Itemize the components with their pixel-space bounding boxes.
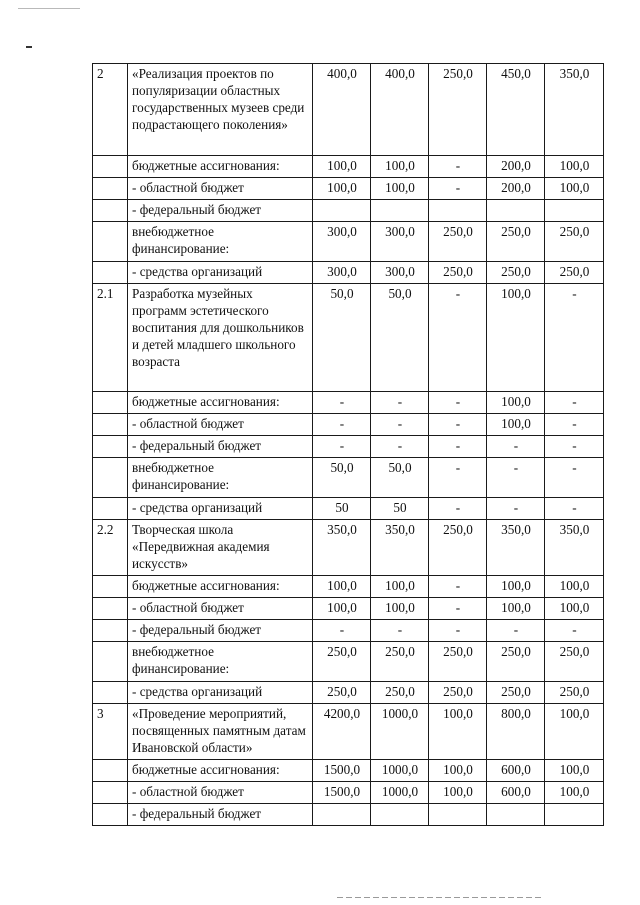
row-label: - федеральный бюджет [128, 620, 313, 642]
row-number [93, 178, 128, 200]
value-cell-3: 250,0 [429, 682, 487, 704]
row-label: - областной бюджет [128, 598, 313, 620]
value-cell-1: 50,0 [313, 284, 371, 392]
row-label: бюджетные ассигнования: [128, 760, 313, 782]
row-number [93, 200, 128, 222]
scan-artifact-left [26, 46, 32, 48]
value-cell-1: 100,0 [313, 156, 371, 178]
value-cell-1: - [313, 436, 371, 458]
value-cell-2: 100,0 [371, 598, 429, 620]
row-label: - федеральный бюджет [128, 200, 313, 222]
value-cell-4: 250,0 [487, 682, 545, 704]
value-cell-2 [371, 200, 429, 222]
table-row [93, 156, 604, 178]
row-label: - областной бюджет [128, 782, 313, 804]
value-cell-4: 450,0 [487, 64, 545, 156]
value-cell-1 [313, 200, 371, 222]
value-cell-4: 250,0 [487, 222, 545, 262]
row-number [93, 262, 128, 284]
value-cell-2: 50,0 [371, 284, 429, 392]
row-label: бюджетные ассигнования: [128, 392, 313, 414]
value-cell-5: 100,0 [545, 156, 604, 178]
value-cell-5: 250,0 [545, 222, 604, 262]
value-cell-2: - [371, 414, 429, 436]
value-cell-2: 1000,0 [371, 782, 429, 804]
value-cell-2: 250,0 [371, 642, 429, 682]
value-cell-1: 4200,0 [313, 704, 371, 760]
value-cell-3: - [429, 284, 487, 392]
value-cell-3: 250,0 [429, 262, 487, 284]
value-cell-4: - [487, 620, 545, 642]
row-number: 2.1 [93, 284, 128, 392]
row-number [93, 156, 128, 178]
value-cell-5 [545, 200, 604, 222]
table-row [93, 682, 604, 704]
row-label: - областной бюджет [128, 414, 313, 436]
value-cell-5: - [545, 414, 604, 436]
value-cell-1 [313, 804, 371, 826]
row-number: 3 [93, 704, 128, 760]
value-cell-2: 50 [371, 498, 429, 520]
row-number [93, 576, 128, 598]
value-cell-1: - [313, 620, 371, 642]
value-cell-2: 300,0 [371, 222, 429, 262]
value-cell-1: 1500,0 [313, 760, 371, 782]
value-cell-1: 100,0 [313, 576, 371, 598]
value-cell-1: - [313, 392, 371, 414]
value-cell-4 [487, 200, 545, 222]
value-cell-3: 100,0 [429, 782, 487, 804]
value-cell-1: 50 [313, 498, 371, 520]
row-number: 2.2 [93, 520, 128, 576]
table-row [93, 620, 604, 642]
value-cell-5: 100,0 [545, 782, 604, 804]
value-cell-4: - [487, 458, 545, 498]
value-cell-5: - [545, 436, 604, 458]
value-cell-5: 350,0 [545, 64, 604, 156]
row-number [93, 458, 128, 498]
value-cell-3: 100,0 [429, 760, 487, 782]
table-row [93, 392, 604, 414]
value-cell-3: - [429, 498, 487, 520]
value-cell-1: 300,0 [313, 222, 371, 262]
table-row [93, 782, 604, 804]
value-cell-5: 250,0 [545, 642, 604, 682]
row-label: - средства организаций [128, 682, 313, 704]
value-cell-5: 100,0 [545, 576, 604, 598]
value-cell-1: 1500,0 [313, 782, 371, 804]
table-row [93, 458, 604, 498]
row-label: внебюджетное финансирование: [128, 458, 313, 498]
value-cell-2: 250,0 [371, 682, 429, 704]
table-row [93, 520, 604, 576]
value-cell-3: 250,0 [429, 520, 487, 576]
row-label: внебюджетное финансирование: [128, 222, 313, 262]
value-cell-4: 100,0 [487, 598, 545, 620]
value-cell-3: - [429, 620, 487, 642]
value-cell-1: 50,0 [313, 458, 371, 498]
row-number: 2 [93, 64, 128, 156]
value-cell-3: 100,0 [429, 704, 487, 760]
row-label: внебюджетное финансирование: [128, 642, 313, 682]
table-row [93, 436, 604, 458]
value-cell-2: 50,0 [371, 458, 429, 498]
table-row [93, 414, 604, 436]
row-label: «Реализация проектов по популяризации областных государственных музеев среди подрастающего поколения» [128, 64, 313, 156]
value-cell-2 [371, 804, 429, 826]
row-number [93, 760, 128, 782]
value-cell-4: 100,0 [487, 576, 545, 598]
value-cell-3: 250,0 [429, 222, 487, 262]
table-row [93, 64, 604, 156]
value-cell-1: 250,0 [313, 642, 371, 682]
value-cell-2: 100,0 [371, 178, 429, 200]
value-cell-2: 100,0 [371, 576, 429, 598]
value-cell-2: - [371, 436, 429, 458]
value-cell-3: - [429, 598, 487, 620]
row-number [93, 642, 128, 682]
value-cell-3: - [429, 178, 487, 200]
table-row [93, 804, 604, 826]
value-cell-3 [429, 200, 487, 222]
value-cell-2: 1000,0 [371, 704, 429, 760]
table-row [93, 284, 604, 392]
value-cell-5: 100,0 [545, 598, 604, 620]
row-number [93, 782, 128, 804]
value-cell-4: 600,0 [487, 760, 545, 782]
row-label: Творческая школа «Передвижная академия искусств» [128, 520, 313, 576]
row-label: бюджетные ассигнования: [128, 576, 313, 598]
row-label: - средства организаций [128, 498, 313, 520]
value-cell-3: - [429, 436, 487, 458]
value-cell-5: 250,0 [545, 682, 604, 704]
value-cell-4: 800,0 [487, 704, 545, 760]
row-number [93, 598, 128, 620]
budget-table [92, 63, 604, 826]
value-cell-4: 250,0 [487, 262, 545, 284]
value-cell-1: - [313, 414, 371, 436]
value-cell-5 [545, 804, 604, 826]
value-cell-5: - [545, 620, 604, 642]
value-cell-2: 350,0 [371, 520, 429, 576]
row-number [93, 414, 128, 436]
row-label: - федеральный бюджет [128, 804, 313, 826]
value-cell-3: - [429, 576, 487, 598]
value-cell-1: 250,0 [313, 682, 371, 704]
row-number [93, 392, 128, 414]
table-row [93, 262, 604, 284]
value-cell-5: 350,0 [545, 520, 604, 576]
value-cell-5: - [545, 458, 604, 498]
table-row [93, 704, 604, 760]
value-cell-3: - [429, 156, 487, 178]
row-number [93, 682, 128, 704]
value-cell-5: - [545, 498, 604, 520]
row-number [93, 498, 128, 520]
table-row [93, 598, 604, 620]
value-cell-4 [487, 804, 545, 826]
value-cell-3: - [429, 392, 487, 414]
row-number [93, 804, 128, 826]
row-label: «Проведение мероприятий, посвященных памятным датам Ивановской области» [128, 704, 313, 760]
value-cell-4: 200,0 [487, 178, 545, 200]
row-label: Разработка музейных программ эстетического воспитания для дошкольников и детей младшего школьного возраста [128, 284, 313, 392]
value-cell-5: 100,0 [545, 178, 604, 200]
value-cell-4: 200,0 [487, 156, 545, 178]
value-cell-4: 100,0 [487, 284, 545, 392]
table-row [93, 178, 604, 200]
table-row [93, 642, 604, 682]
value-cell-1: 300,0 [313, 262, 371, 284]
row-label: бюджетные ассигнования: [128, 156, 313, 178]
value-cell-4: - [487, 498, 545, 520]
value-cell-3: 250,0 [429, 642, 487, 682]
value-cell-4: 100,0 [487, 392, 545, 414]
value-cell-4: - [487, 436, 545, 458]
table-row [93, 200, 604, 222]
value-cell-3: - [429, 414, 487, 436]
value-cell-2: 400,0 [371, 64, 429, 156]
row-number [93, 436, 128, 458]
table-row [93, 498, 604, 520]
value-cell-4: 250,0 [487, 642, 545, 682]
value-cell-5: 250,0 [545, 262, 604, 284]
value-cell-4: 600,0 [487, 782, 545, 804]
row-label: - федеральный бюджет [128, 436, 313, 458]
value-cell-5: - [545, 392, 604, 414]
value-cell-2: 1000,0 [371, 760, 429, 782]
value-cell-2: 300,0 [371, 262, 429, 284]
value-cell-1: 100,0 [313, 178, 371, 200]
budget-table-body [93, 64, 604, 826]
value-cell-2: - [371, 392, 429, 414]
value-cell-4: 350,0 [487, 520, 545, 576]
scan-artifact-top [18, 8, 80, 9]
scan-artifact-bottom [337, 897, 542, 898]
value-cell-1: 350,0 [313, 520, 371, 576]
value-cell-2: 100,0 [371, 156, 429, 178]
value-cell-2: - [371, 620, 429, 642]
row-number [93, 222, 128, 262]
value-cell-3: - [429, 458, 487, 498]
row-label: - областной бюджет [128, 178, 313, 200]
value-cell-4: 100,0 [487, 414, 545, 436]
value-cell-3 [429, 804, 487, 826]
value-cell-1: 400,0 [313, 64, 371, 156]
value-cell-5: 100,0 [545, 704, 604, 760]
value-cell-5: 100,0 [545, 760, 604, 782]
table-row [93, 760, 604, 782]
table-row [93, 222, 604, 262]
row-label: - средства организаций [128, 262, 313, 284]
row-number [93, 620, 128, 642]
value-cell-5: - [545, 284, 604, 392]
value-cell-3: 250,0 [429, 64, 487, 156]
value-cell-1: 100,0 [313, 598, 371, 620]
table-row [93, 576, 604, 598]
